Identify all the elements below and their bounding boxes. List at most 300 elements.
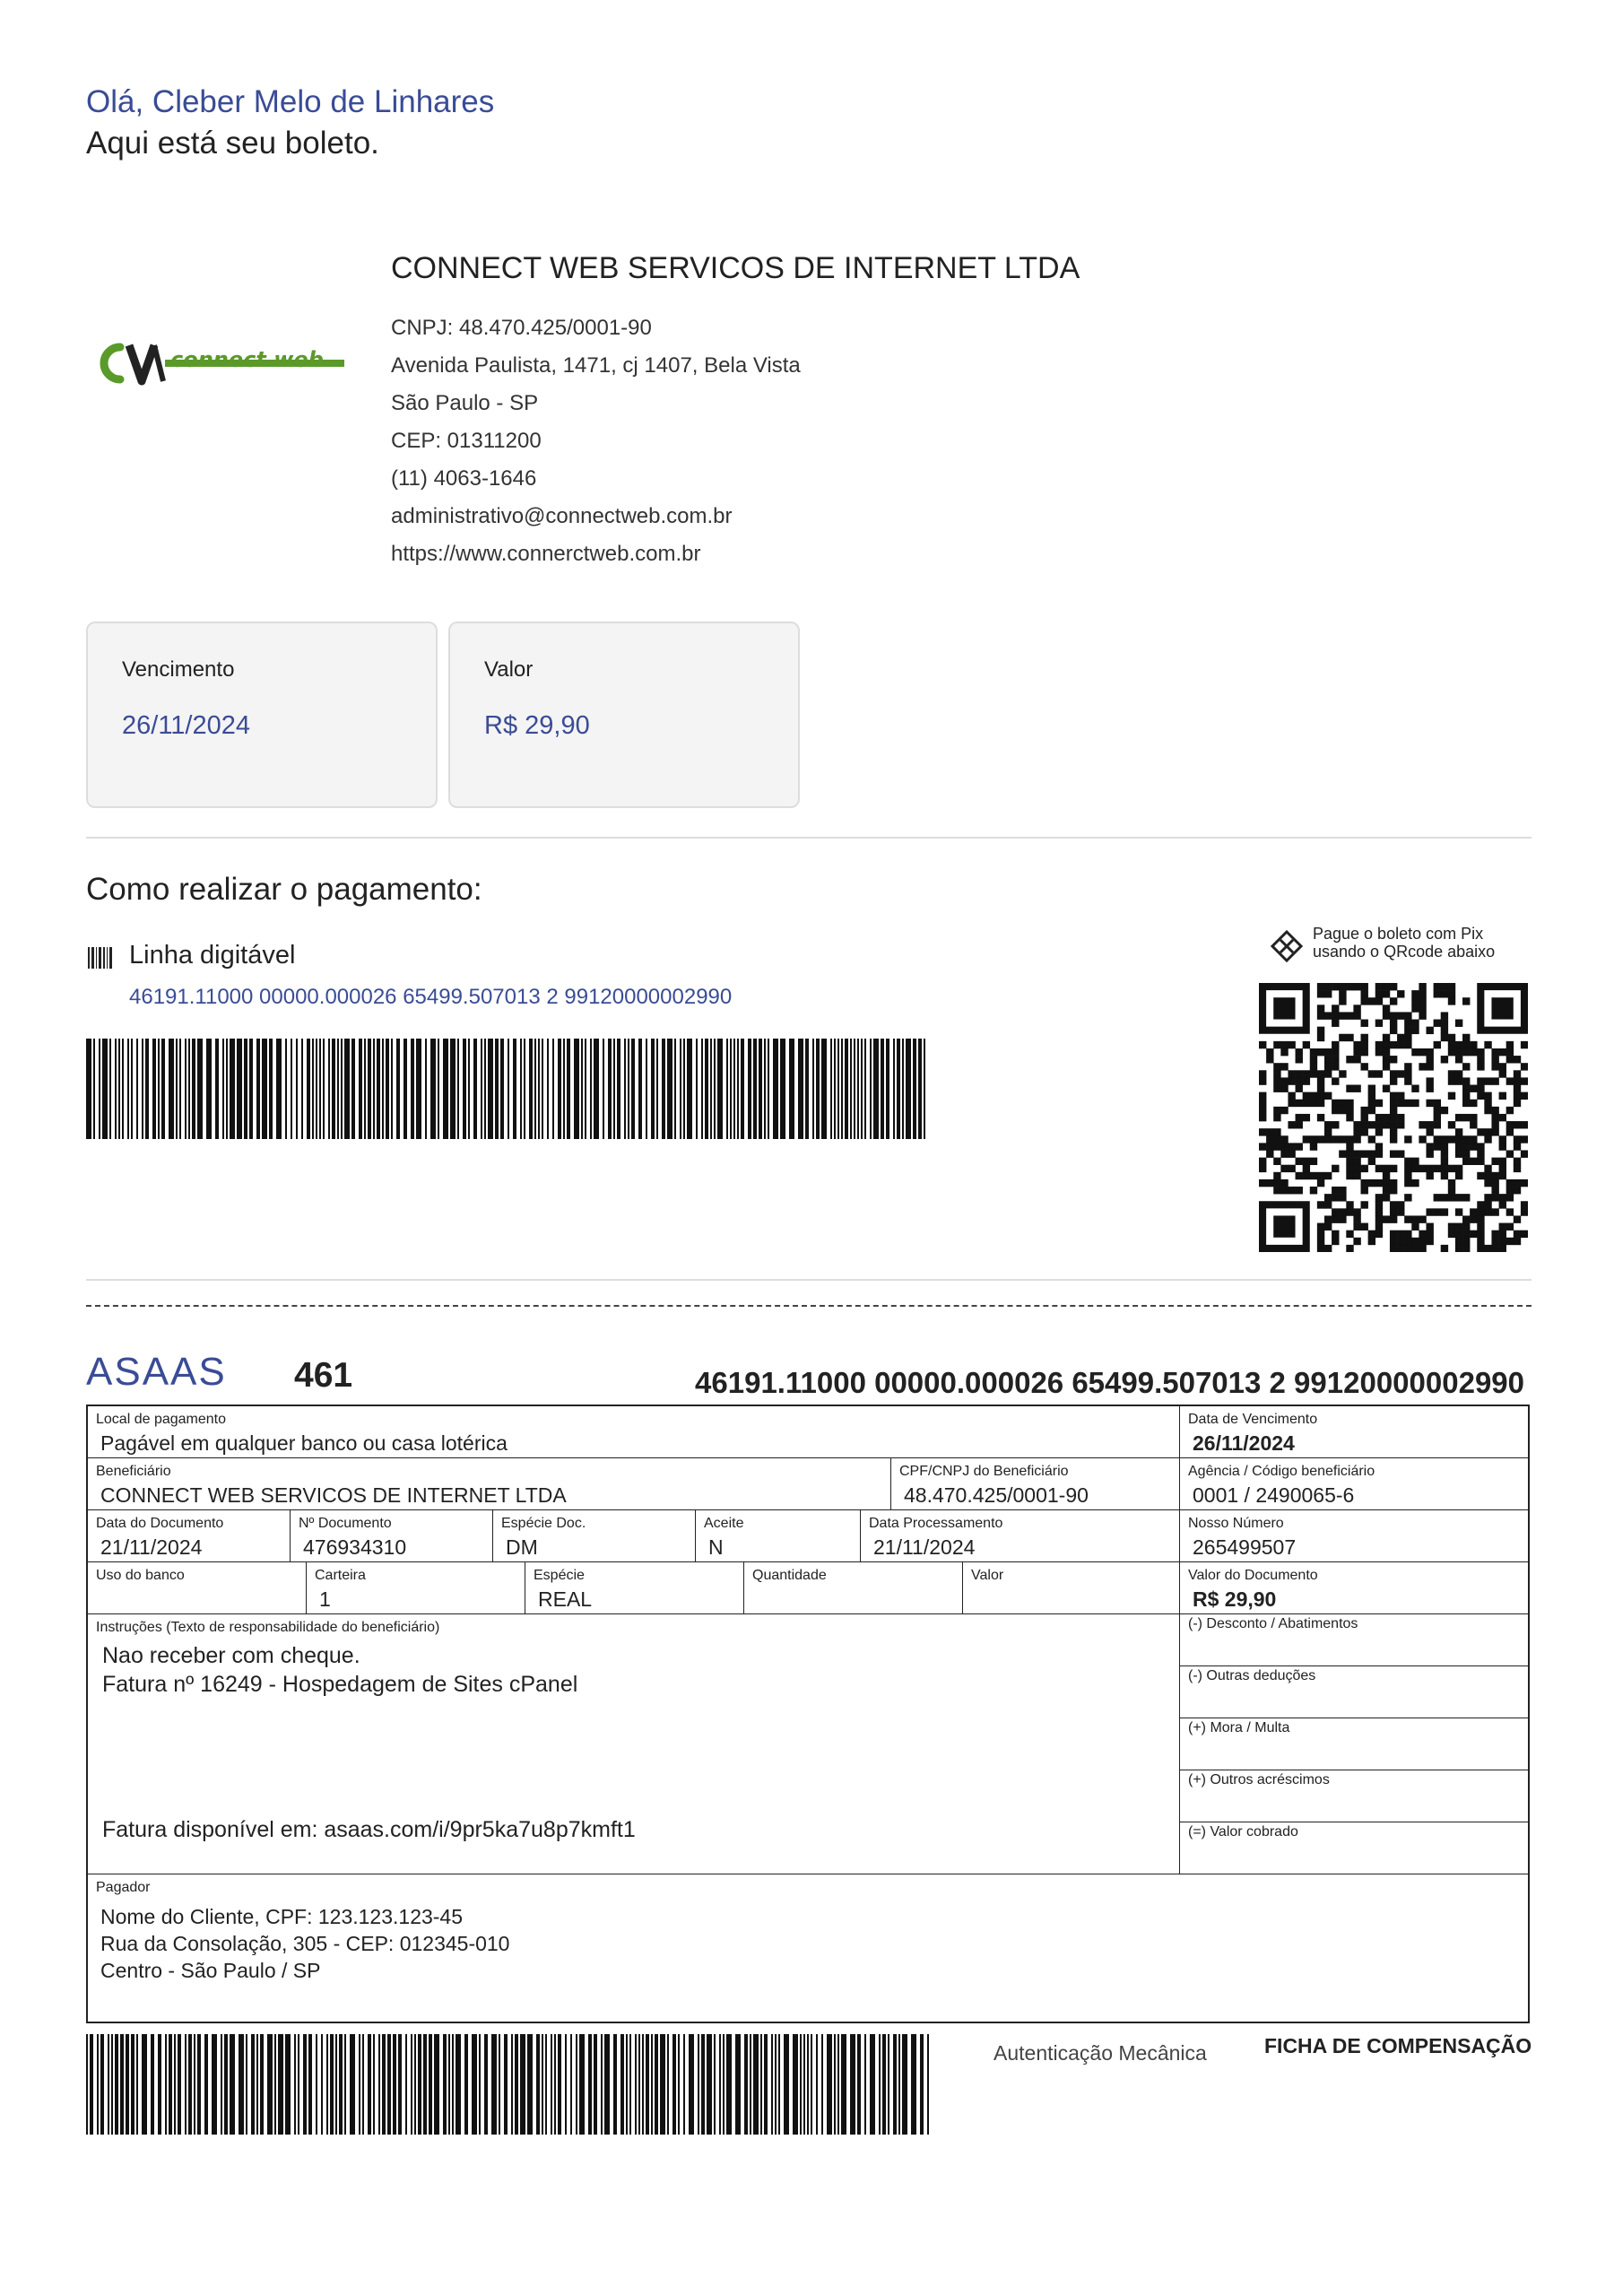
qr-module xyxy=(1317,1034,1324,1041)
qr-module xyxy=(1477,1201,1484,1208)
barcode-bar xyxy=(456,2034,461,2135)
barcode-bar xyxy=(328,1039,330,1139)
qr-module xyxy=(1332,1135,1339,1143)
qr-module xyxy=(1317,1201,1324,1208)
valor-documento-value: R$ 29,90 xyxy=(1193,1587,1277,1611)
barcode-bar xyxy=(888,2034,889,2135)
barcode-bar xyxy=(515,2034,518,2135)
barcode-bar xyxy=(604,2034,610,2135)
linha-digitavel-number[interactable]: 46191.11000 00000.000026 65499.507013 2 99120000002990 xyxy=(129,985,733,1009)
qr-module xyxy=(1353,1135,1360,1143)
qr-module xyxy=(1317,1100,1324,1107)
qr-module xyxy=(1404,1231,1411,1238)
qr-module xyxy=(1332,1048,1339,1056)
qr-module xyxy=(1259,1092,1266,1100)
valor-documento-cell xyxy=(1180,1562,1528,1614)
barcode-bar xyxy=(115,2034,118,2135)
qr-module xyxy=(1506,1121,1514,1128)
qr-module xyxy=(1462,1223,1470,1231)
qr-module xyxy=(1296,1172,1303,1179)
qr-module xyxy=(1368,1121,1375,1128)
barcode-bar xyxy=(118,1039,120,1139)
qr-module xyxy=(1324,1201,1332,1208)
qr-module xyxy=(1491,1208,1498,1215)
data-documento-value: 21/11/2024 xyxy=(100,1535,203,1559)
qr-module xyxy=(1353,1128,1360,1135)
barcode-bar xyxy=(301,1039,303,1139)
qr-module xyxy=(1390,983,1397,990)
qr-module xyxy=(1288,1143,1295,1150)
barcode-bar xyxy=(635,2034,637,2135)
local-pagamento-value: Pagável em qualquer banco ou casa lotérica xyxy=(100,1431,508,1455)
qr-module xyxy=(1404,1135,1411,1143)
barcode-bar xyxy=(870,1039,872,1139)
qr-module xyxy=(1266,1179,1273,1187)
qr-module xyxy=(1499,1114,1506,1121)
asaas-logo xyxy=(86,1345,258,1390)
qr-module xyxy=(1280,1187,1288,1194)
barcode-bar xyxy=(803,2034,805,2135)
qr-module xyxy=(1280,1041,1288,1048)
barcode-bar xyxy=(269,1039,273,1139)
qr-module xyxy=(1317,1027,1324,1034)
qr-module xyxy=(1353,1208,1360,1215)
qr-module xyxy=(1521,1063,1528,1070)
qr-module xyxy=(1346,1208,1353,1215)
qr-module xyxy=(1273,1114,1280,1121)
qr-module xyxy=(1288,1165,1295,1172)
barcode-bar xyxy=(398,2034,402,2135)
qr-module xyxy=(1462,1194,1470,1201)
qr-module xyxy=(1353,1048,1360,1056)
barcode-bar xyxy=(696,1039,698,1139)
qr-module xyxy=(1273,1063,1280,1070)
qr-module xyxy=(1361,990,1368,997)
qr-module xyxy=(1470,1100,1477,1107)
qr-module xyxy=(1470,1135,1477,1143)
barcode-bar xyxy=(86,1039,91,1139)
qr-module xyxy=(1411,1158,1419,1165)
nosso-numero-label: Nosso Número xyxy=(1188,1516,1284,1531)
qr-module xyxy=(1353,1238,1360,1245)
qr-module xyxy=(1353,1150,1360,1157)
barcode-bar xyxy=(131,2034,134,2135)
qr-module xyxy=(1491,1114,1498,1121)
qr-module xyxy=(1499,1165,1506,1172)
barcode-bar xyxy=(753,1039,757,1139)
barcode-bar xyxy=(396,1039,400,1139)
qr-module xyxy=(1390,1150,1397,1157)
barcode-bar xyxy=(393,2034,396,2135)
qr-module xyxy=(1484,1172,1491,1179)
qr-module xyxy=(1477,1143,1484,1150)
qr-module xyxy=(1390,1056,1397,1063)
qr-module xyxy=(1411,1238,1419,1245)
barcode-bar xyxy=(194,2034,195,2135)
qr-module xyxy=(1390,1012,1397,1019)
qr-module xyxy=(1491,1063,1498,1070)
qr-module xyxy=(1455,1223,1462,1231)
asaas-logo-text: ASAAS xyxy=(86,1350,227,1390)
qr-module xyxy=(1448,1041,1455,1048)
barcode-bar xyxy=(857,1039,859,1139)
qr-module xyxy=(1296,1056,1303,1063)
barcode-bar xyxy=(579,2034,585,2135)
qr-module xyxy=(1506,1187,1514,1194)
qr-module xyxy=(1404,1100,1411,1107)
qr-module xyxy=(1441,1012,1448,1019)
barcode-bar xyxy=(714,2034,716,2135)
qr-module xyxy=(1419,1245,1426,1252)
qr-module xyxy=(1368,1092,1375,1100)
barcode-bar xyxy=(131,1039,133,1139)
barcode-bar xyxy=(359,1039,362,1139)
especie-cell xyxy=(525,1562,744,1614)
qr-module xyxy=(1339,997,1346,1004)
qr-module xyxy=(1346,1245,1353,1252)
barcode-bar xyxy=(687,1039,692,1139)
barcode-bar xyxy=(323,1039,325,1139)
barcode-bar xyxy=(830,1039,832,1139)
barcode-bar xyxy=(798,1039,803,1139)
qr-module xyxy=(1441,1208,1448,1215)
barcode-bar xyxy=(837,1039,839,1139)
qr-module xyxy=(1426,1027,1433,1034)
barcode-bar xyxy=(463,1039,466,1139)
qr-module xyxy=(1462,1085,1470,1092)
qr-module xyxy=(1339,1070,1346,1077)
barcode-bar xyxy=(570,2034,572,2135)
qr-module xyxy=(1273,1135,1280,1143)
qr-module xyxy=(1411,1223,1419,1231)
barcode-bar xyxy=(165,2034,167,2135)
qr-module xyxy=(1332,1187,1339,1194)
barcode-bar xyxy=(513,1039,516,1139)
qr-module xyxy=(1324,1121,1332,1128)
qr-module xyxy=(1361,1107,1368,1114)
qr-module xyxy=(1368,1179,1375,1187)
qr-module xyxy=(1353,1004,1360,1012)
qr-module xyxy=(1441,1143,1448,1150)
barcode-bar xyxy=(237,1039,242,1139)
pagador-line-1: Nome do Cliente, CPF: 123.123.123-45 xyxy=(100,1905,464,1928)
qr-module xyxy=(1397,1121,1404,1128)
qr-module xyxy=(1368,1158,1375,1165)
amount-value: R$ 29,90 xyxy=(484,711,590,740)
valor-cell xyxy=(963,1562,1180,1614)
qr-module xyxy=(1426,1085,1433,1092)
qr-module xyxy=(1521,1041,1528,1048)
barcode-bar xyxy=(850,2034,855,2135)
qr-module xyxy=(1462,1215,1470,1222)
qr-module xyxy=(1448,1092,1455,1100)
qr-module xyxy=(1506,1056,1514,1063)
barcode-bar xyxy=(438,1039,439,1139)
barcode-bar xyxy=(642,2034,644,2135)
qr-module xyxy=(1441,1034,1448,1041)
barcode-bar xyxy=(927,2034,929,2135)
barcode-bar xyxy=(278,2034,283,2135)
barcode-bar xyxy=(780,1039,785,1139)
qr-module xyxy=(1484,1100,1491,1107)
barcode-bar xyxy=(405,2034,407,2135)
barcode-bar xyxy=(834,2034,836,2135)
qr-module xyxy=(1426,1172,1433,1179)
qr-module xyxy=(1324,983,1332,990)
barcode-bar xyxy=(188,1039,190,1139)
qr-module xyxy=(1375,983,1383,990)
qr-module xyxy=(1346,1143,1353,1150)
barcode-bar xyxy=(316,1039,317,1139)
qr-module xyxy=(1477,1048,1484,1056)
qr-module xyxy=(1448,1135,1455,1143)
qr-module xyxy=(1411,1027,1419,1034)
qr-module xyxy=(1332,983,1339,990)
barcode-bar xyxy=(873,1039,879,1139)
qr-module xyxy=(1339,983,1346,990)
qr-module xyxy=(1426,1077,1433,1084)
especie-value: REAL xyxy=(538,1587,593,1611)
qr-module xyxy=(1514,1238,1521,1245)
qr-module xyxy=(1521,1201,1528,1208)
qr-module xyxy=(1462,1077,1470,1084)
qr-module xyxy=(1397,1150,1404,1157)
qr-module xyxy=(1346,1201,1353,1208)
pix-qrcode[interactable] xyxy=(1259,983,1528,1252)
qr-module xyxy=(1375,1121,1383,1128)
qr-module xyxy=(1288,1070,1295,1077)
qr-module xyxy=(1332,1165,1339,1172)
barcode-bar xyxy=(864,1039,866,1139)
barcode-bar xyxy=(373,1039,375,1139)
qr-module xyxy=(1346,1172,1353,1179)
barcode-bar xyxy=(335,2034,337,2135)
barcode-bar xyxy=(800,2034,802,2135)
linha-digitavel-label: Linha digitável xyxy=(129,941,296,970)
qr-module xyxy=(1317,1135,1324,1143)
qr-module xyxy=(1448,1231,1455,1238)
qr-module xyxy=(1411,1100,1419,1107)
qr-module xyxy=(1332,1215,1339,1222)
barcode-bar xyxy=(136,1039,138,1139)
barcode-bar xyxy=(705,1039,708,1139)
desconto-cell xyxy=(1180,1614,1528,1666)
barcode-bar xyxy=(188,2034,192,2135)
qr-module xyxy=(1375,997,1383,1004)
barcode-bar xyxy=(169,1039,174,1139)
qr-module xyxy=(1411,997,1419,1004)
qr-module xyxy=(1419,997,1426,1004)
qr-module xyxy=(1346,1056,1353,1063)
qr-module xyxy=(1317,1231,1324,1238)
qr-module xyxy=(1332,1194,1339,1201)
qr-module xyxy=(1491,1187,1498,1194)
qr-module xyxy=(1296,1158,1303,1165)
qr-module xyxy=(1332,1238,1339,1245)
qr-module xyxy=(1448,1121,1455,1128)
barcode-bar xyxy=(161,1039,165,1139)
qr-module xyxy=(1491,1121,1498,1128)
qr-module xyxy=(1455,1114,1462,1121)
barcode-bar xyxy=(760,2034,762,2135)
qr-module xyxy=(1434,1194,1441,1201)
barcode-bar xyxy=(344,1039,350,1139)
qr-module xyxy=(1383,1004,1390,1012)
qr-module xyxy=(1477,1215,1484,1222)
barcode-bar xyxy=(585,1039,586,1139)
qr-module xyxy=(1441,1165,1448,1172)
qr-module xyxy=(1477,1208,1484,1215)
barcode-bar xyxy=(504,2034,508,2135)
barcode-bar xyxy=(495,1039,499,1139)
qr-module xyxy=(1506,1041,1514,1048)
boleto-digitable-line[interactable]: 46191.11000 00000.000026 65499.507013 2 99120000002990 xyxy=(695,1366,1524,1399)
barcode-bar xyxy=(102,1039,108,1139)
qr-module xyxy=(1273,1085,1280,1092)
barcode-bar xyxy=(881,1039,884,1139)
qr-module xyxy=(1506,1128,1514,1135)
qr-module xyxy=(1470,1231,1477,1238)
qr-module xyxy=(1390,997,1397,1004)
qr-module xyxy=(1259,1070,1266,1077)
barcode-bar xyxy=(378,2034,380,2135)
barcode-bar xyxy=(733,1039,735,1139)
barcode-bar xyxy=(924,1039,925,1139)
qr-module xyxy=(1470,1121,1477,1128)
qr-module xyxy=(1441,1245,1448,1252)
barcode-bar xyxy=(701,2034,705,2135)
qr-module xyxy=(1477,1245,1484,1252)
qr-module xyxy=(1448,1165,1455,1172)
qr-module xyxy=(1455,1165,1462,1172)
qr-module xyxy=(1288,1121,1295,1128)
qr-module xyxy=(1499,1223,1506,1231)
qr-module xyxy=(1441,1107,1448,1114)
barcode-bar xyxy=(672,2034,676,2135)
barcode-bar xyxy=(418,2034,421,2135)
barcode-bar xyxy=(626,2034,628,2135)
barcode-bar xyxy=(158,2034,161,2135)
qr-module xyxy=(1506,1208,1514,1215)
qr-module xyxy=(1346,1085,1353,1092)
qr-module xyxy=(1390,1020,1397,1027)
barcode-bar xyxy=(545,2034,547,2135)
barcode-bar xyxy=(680,1039,681,1139)
barcode-bar xyxy=(807,2034,809,2135)
company-address: Avenida Paulista, 1471, cj 1407, Bela Vista xyxy=(391,353,801,378)
qr-module xyxy=(1266,1143,1273,1150)
barcode-bar xyxy=(845,1039,848,1139)
barcode-bar xyxy=(448,2034,450,2135)
barcode-bar xyxy=(319,1039,321,1139)
qr-module xyxy=(1346,1165,1353,1172)
qr-module xyxy=(1353,1158,1360,1165)
qr-module xyxy=(1484,1194,1491,1201)
qr-module xyxy=(1441,1172,1448,1179)
barcode-bar xyxy=(178,2034,181,2135)
data-processamento-value: 21/11/2024 xyxy=(873,1535,976,1559)
qr-module xyxy=(1484,1179,1491,1187)
qr-module xyxy=(1273,1041,1280,1048)
barcode-bar xyxy=(174,2034,176,2135)
qr-module xyxy=(1332,1121,1339,1128)
qr-module xyxy=(1375,1223,1383,1231)
qr-module xyxy=(1390,1201,1397,1208)
qr-module xyxy=(1462,1092,1470,1100)
qr-module xyxy=(1491,1128,1498,1135)
qr-module xyxy=(1514,1165,1521,1172)
qr-module xyxy=(1462,997,1470,1004)
qr-module xyxy=(1470,1048,1477,1056)
local-pagamento-cell xyxy=(88,1406,1180,1458)
qr-module xyxy=(1368,1150,1375,1157)
qr-module xyxy=(1324,1172,1332,1179)
qr-module xyxy=(1397,1012,1404,1019)
instrucoes-cell xyxy=(88,1614,1180,1874)
especie-doc-value: DM xyxy=(506,1535,538,1559)
qr-module xyxy=(1317,1012,1324,1019)
qr-module xyxy=(1280,1077,1288,1084)
greeting-name: Olá, Cleber Melo de Linhares xyxy=(86,84,495,119)
barcode-bar xyxy=(434,2034,439,2135)
qr-module xyxy=(1375,990,1383,997)
qr-module xyxy=(1259,1165,1266,1172)
barcode-bar xyxy=(898,2034,900,2135)
qr-module xyxy=(1484,1092,1491,1100)
qr-module xyxy=(1404,1070,1411,1077)
qr-module xyxy=(1506,1238,1514,1245)
data-processamento-cell xyxy=(861,1510,1180,1562)
qr-module xyxy=(1390,1231,1397,1238)
qr-module xyxy=(1288,1077,1295,1084)
qr-module xyxy=(1426,1121,1433,1128)
qr-module xyxy=(1324,1135,1332,1143)
barcode-bar xyxy=(307,1039,310,1139)
barcode-bar xyxy=(120,2034,124,2135)
company-website[interactable]: https://www.connerctweb.com.br xyxy=(391,542,701,566)
qr-module xyxy=(1484,1077,1491,1084)
qr-module xyxy=(1332,1004,1339,1012)
barcode-bar xyxy=(628,1039,629,1139)
qr-module xyxy=(1303,1041,1310,1048)
barcode-bar xyxy=(542,1039,543,1139)
qr-module xyxy=(1390,1092,1397,1100)
qr-module xyxy=(1448,1194,1455,1201)
qr-module xyxy=(1514,1231,1521,1238)
qr-module xyxy=(1462,1048,1470,1056)
barcode-bar xyxy=(500,1039,504,1139)
qr-module xyxy=(1317,1223,1324,1231)
qr-module xyxy=(1390,1215,1397,1222)
barcode-bar xyxy=(251,2034,255,2135)
carteira-cell xyxy=(307,1562,525,1614)
company-name: CONNECT WEB SERVICOS DE INTERNET LTDA xyxy=(391,251,1080,285)
qr-module xyxy=(1448,1179,1455,1187)
barcode-bar xyxy=(285,1039,287,1139)
qr-module xyxy=(1361,983,1368,990)
qr-module xyxy=(1484,1245,1491,1252)
qr-module xyxy=(1477,1056,1484,1063)
company-email[interactable]: administrativo@connectweb.com.br xyxy=(391,504,733,528)
barcode-bar xyxy=(443,1039,448,1139)
qr-module xyxy=(1397,1092,1404,1100)
qr-module xyxy=(1383,1172,1390,1179)
barcode-bar xyxy=(484,1039,486,1139)
qr-module xyxy=(1499,1135,1506,1143)
amount-label: Valor xyxy=(484,657,534,682)
qr-module xyxy=(1419,1231,1426,1238)
qr-module xyxy=(1317,1238,1324,1245)
